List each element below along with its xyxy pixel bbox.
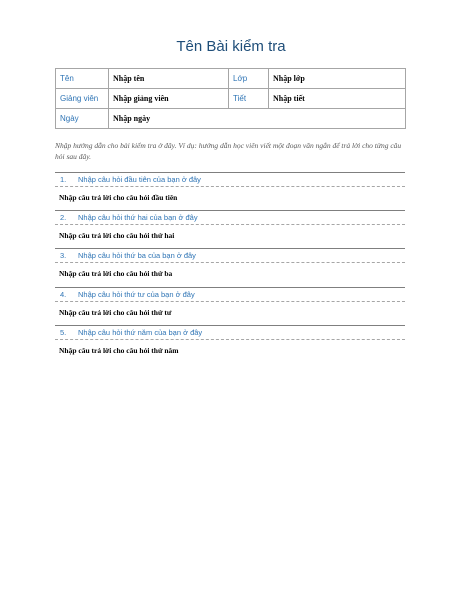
question-4[interactable] bbox=[55, 287, 405, 302]
question-block-5 bbox=[55, 325, 405, 355]
question-block-4 bbox=[55, 287, 405, 317]
class-label: Lớp bbox=[229, 69, 269, 89]
question-5[interactable] bbox=[55, 325, 405, 340]
class-field[interactable]: Nhập lớp bbox=[269, 69, 406, 89]
answer-5[interactable]: Nhập câu trả lời cho câu hỏi thứ năm bbox=[59, 346, 179, 355]
question-number: 1. bbox=[60, 175, 67, 184]
date-label: Ngày bbox=[56, 109, 109, 129]
answer-1[interactable]: Nhập câu trả lời cho câu hỏi đầu tiên bbox=[59, 193, 178, 202]
question-text: Nhập câu hỏi đầu tiên của bạn ở đây bbox=[78, 175, 201, 184]
answer-4[interactable]: Nhập câu trả lời cho câu hỏi thứ tư bbox=[59, 308, 172, 317]
question-block-1 bbox=[55, 172, 405, 202]
question-block-3 bbox=[55, 248, 405, 278]
instructions-text[interactable]: Nhập hướng dẫn cho bài kiểm tra ở đây. Ví dụ: hướng dẫn học viên viết một đoạn văn ngắn để trả lời cho từng câu hỏi sau đây. bbox=[55, 141, 402, 161]
question-number: 2. bbox=[60, 213, 67, 222]
question-text: Nhập câu hỏi thứ năm của bạn ở đây bbox=[78, 328, 203, 337]
page-title[interactable]: Tên Bài kiểm tra bbox=[176, 38, 286, 55]
info-row-teacher bbox=[56, 89, 406, 109]
period-field[interactable]: Nhập tiết bbox=[269, 89, 406, 109]
name-label: Tên bbox=[56, 69, 109, 89]
question-number: 4. bbox=[60, 290, 67, 299]
info-table bbox=[55, 68, 406, 129]
question-number: 3. bbox=[60, 251, 67, 260]
teacher-label: Giảng viên bbox=[56, 89, 109, 109]
answer-2[interactable]: Nhập câu trả lời cho câu hỏi thứ hai bbox=[59, 231, 175, 240]
info-row-name bbox=[56, 69, 406, 89]
teacher-field[interactable]: Nhập giảng viên bbox=[109, 89, 229, 109]
name-field[interactable]: Nhập tên bbox=[109, 69, 229, 89]
date-field[interactable]: Nhập ngày bbox=[109, 109, 406, 129]
question-block-2 bbox=[55, 210, 405, 240]
period-label: Tiết bbox=[229, 89, 269, 109]
question-3[interactable] bbox=[55, 248, 405, 263]
question-text: Nhập câu hỏi thứ ba của bạn ở đây bbox=[78, 251, 196, 260]
question-2[interactable] bbox=[55, 210, 405, 225]
answer-3[interactable]: Nhập câu trả lời cho câu hỏi thứ ba bbox=[59, 269, 173, 278]
question-number: 5. bbox=[60, 328, 67, 337]
question-text: Nhập câu hỏi thứ hai của bạn ở đây bbox=[78, 213, 198, 222]
question-text: Nhập câu hỏi thứ tư của bạn ở đây bbox=[78, 290, 195, 299]
info-row-date bbox=[56, 109, 406, 129]
question-1[interactable] bbox=[55, 172, 405, 187]
